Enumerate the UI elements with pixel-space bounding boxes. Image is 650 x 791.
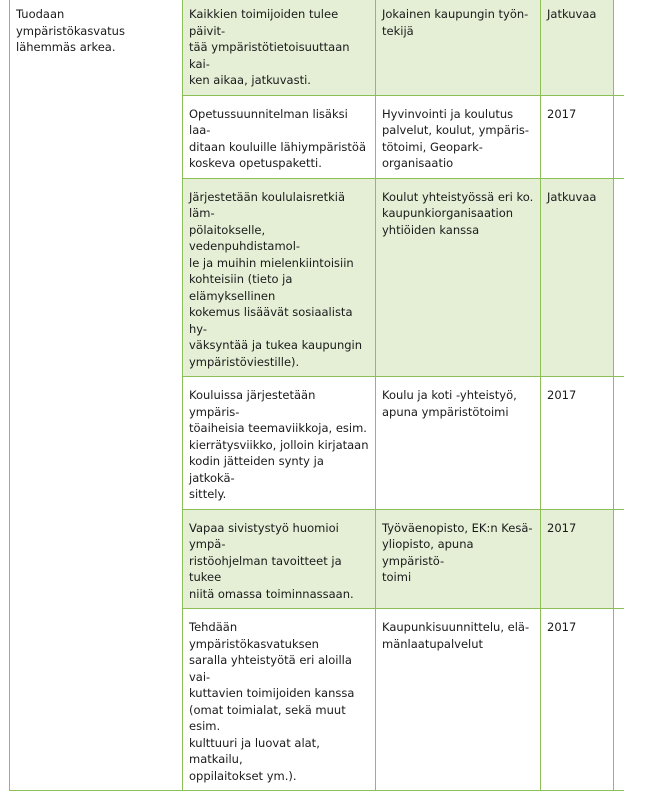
- schedule-cell: 2017: [541, 377, 614, 510]
- edge-cell: [614, 178, 625, 377]
- action-cell: Opetussuunnitelman lisäksi laa- ditaan kouluille lähiympäristöä koskeva opetuspaketti.: [183, 95, 376, 178]
- responsible-cell: Koulu ja koti -yhteistyö, apuna ympäristötoimi: [376, 377, 541, 510]
- responsible-cell: Koulut yhteistyössä eri ko. kaupunkiorganisaation yhtiöiden kanssa: [376, 178, 541, 377]
- action-cell: Tehdään ympäristökasvatuksen saralla yhteistyötä eri aloilla vai- kuttavien toimijoiden kanssa (omat toimialat, sekä muut esim. kulttuuri ja luovat alat, matkailu, oppilaitokset ym.).: [183, 609, 376, 791]
- table-body: [10, 0, 625, 791]
- schedule-cell: 2017: [541, 95, 614, 178]
- responsible-cell: Hyvinvointi ja koulutus palvelut, koulut, ympäris- tötoimi, Geopark- organisaatio: [376, 95, 541, 178]
- action-plan-table: [9, 0, 624, 791]
- responsible-cell: Kaupunkisuunnittelu, elä- mänlaatupalvelut: [376, 609, 541, 791]
- schedule-cell: Jatkuvaa: [541, 178, 614, 377]
- edge-cell: [614, 609, 625, 791]
- edge-cell: [614, 95, 625, 178]
- table-row: [10, 0, 625, 95]
- schedule-cell: 2017: [541, 509, 614, 609]
- edge-cell: [614, 509, 625, 609]
- edge-cell: [614, 377, 625, 510]
- action-cell: Kaikkien toimijoiden tulee päivit- tää ympäristötietoisuuttaan kai- ken aikaa, jatkuvasti.: [183, 0, 376, 95]
- schedule-cell: 2017: [541, 609, 614, 791]
- schedule-cell: Jatkuvaa: [541, 0, 614, 95]
- action-cell: Kouluissa järjestetään ympäris- töaiheisia teemaviikkoja, esim. kierrätysviikko, jolloin kirjataan kodin jätteiden synty ja jatkokä- sittely.: [183, 377, 376, 510]
- action-cell: Järjestetään koululaisretkiä läm- pölaitokselle, vedenpuhdistamol- le ja muihin mielenkiintoisiin kohteisiin (tieto ja elämyksellinen kokemus lisäävät sosiaalista hy- väksyntää ja tukea kaupungin ympäristöviestille).: [183, 178, 376, 377]
- goal-cell: Tuodaan ympäristökasvatus lähemmäs arkea.: [10, 0, 183, 791]
- responsible-cell: Jokainen kaupungin työn- tekijä: [376, 0, 541, 95]
- responsible-cell: Työväenopisto, EK:n Kesä- yliopisto, apuna ympäristö- toimi: [376, 509, 541, 609]
- edge-cell: [614, 0, 625, 95]
- action-cell: Vapaa sivistystyö huomioi ympä- ristöohjelman tavoitteet ja tukee niitä omassa toiminnassaan.: [183, 509, 376, 609]
